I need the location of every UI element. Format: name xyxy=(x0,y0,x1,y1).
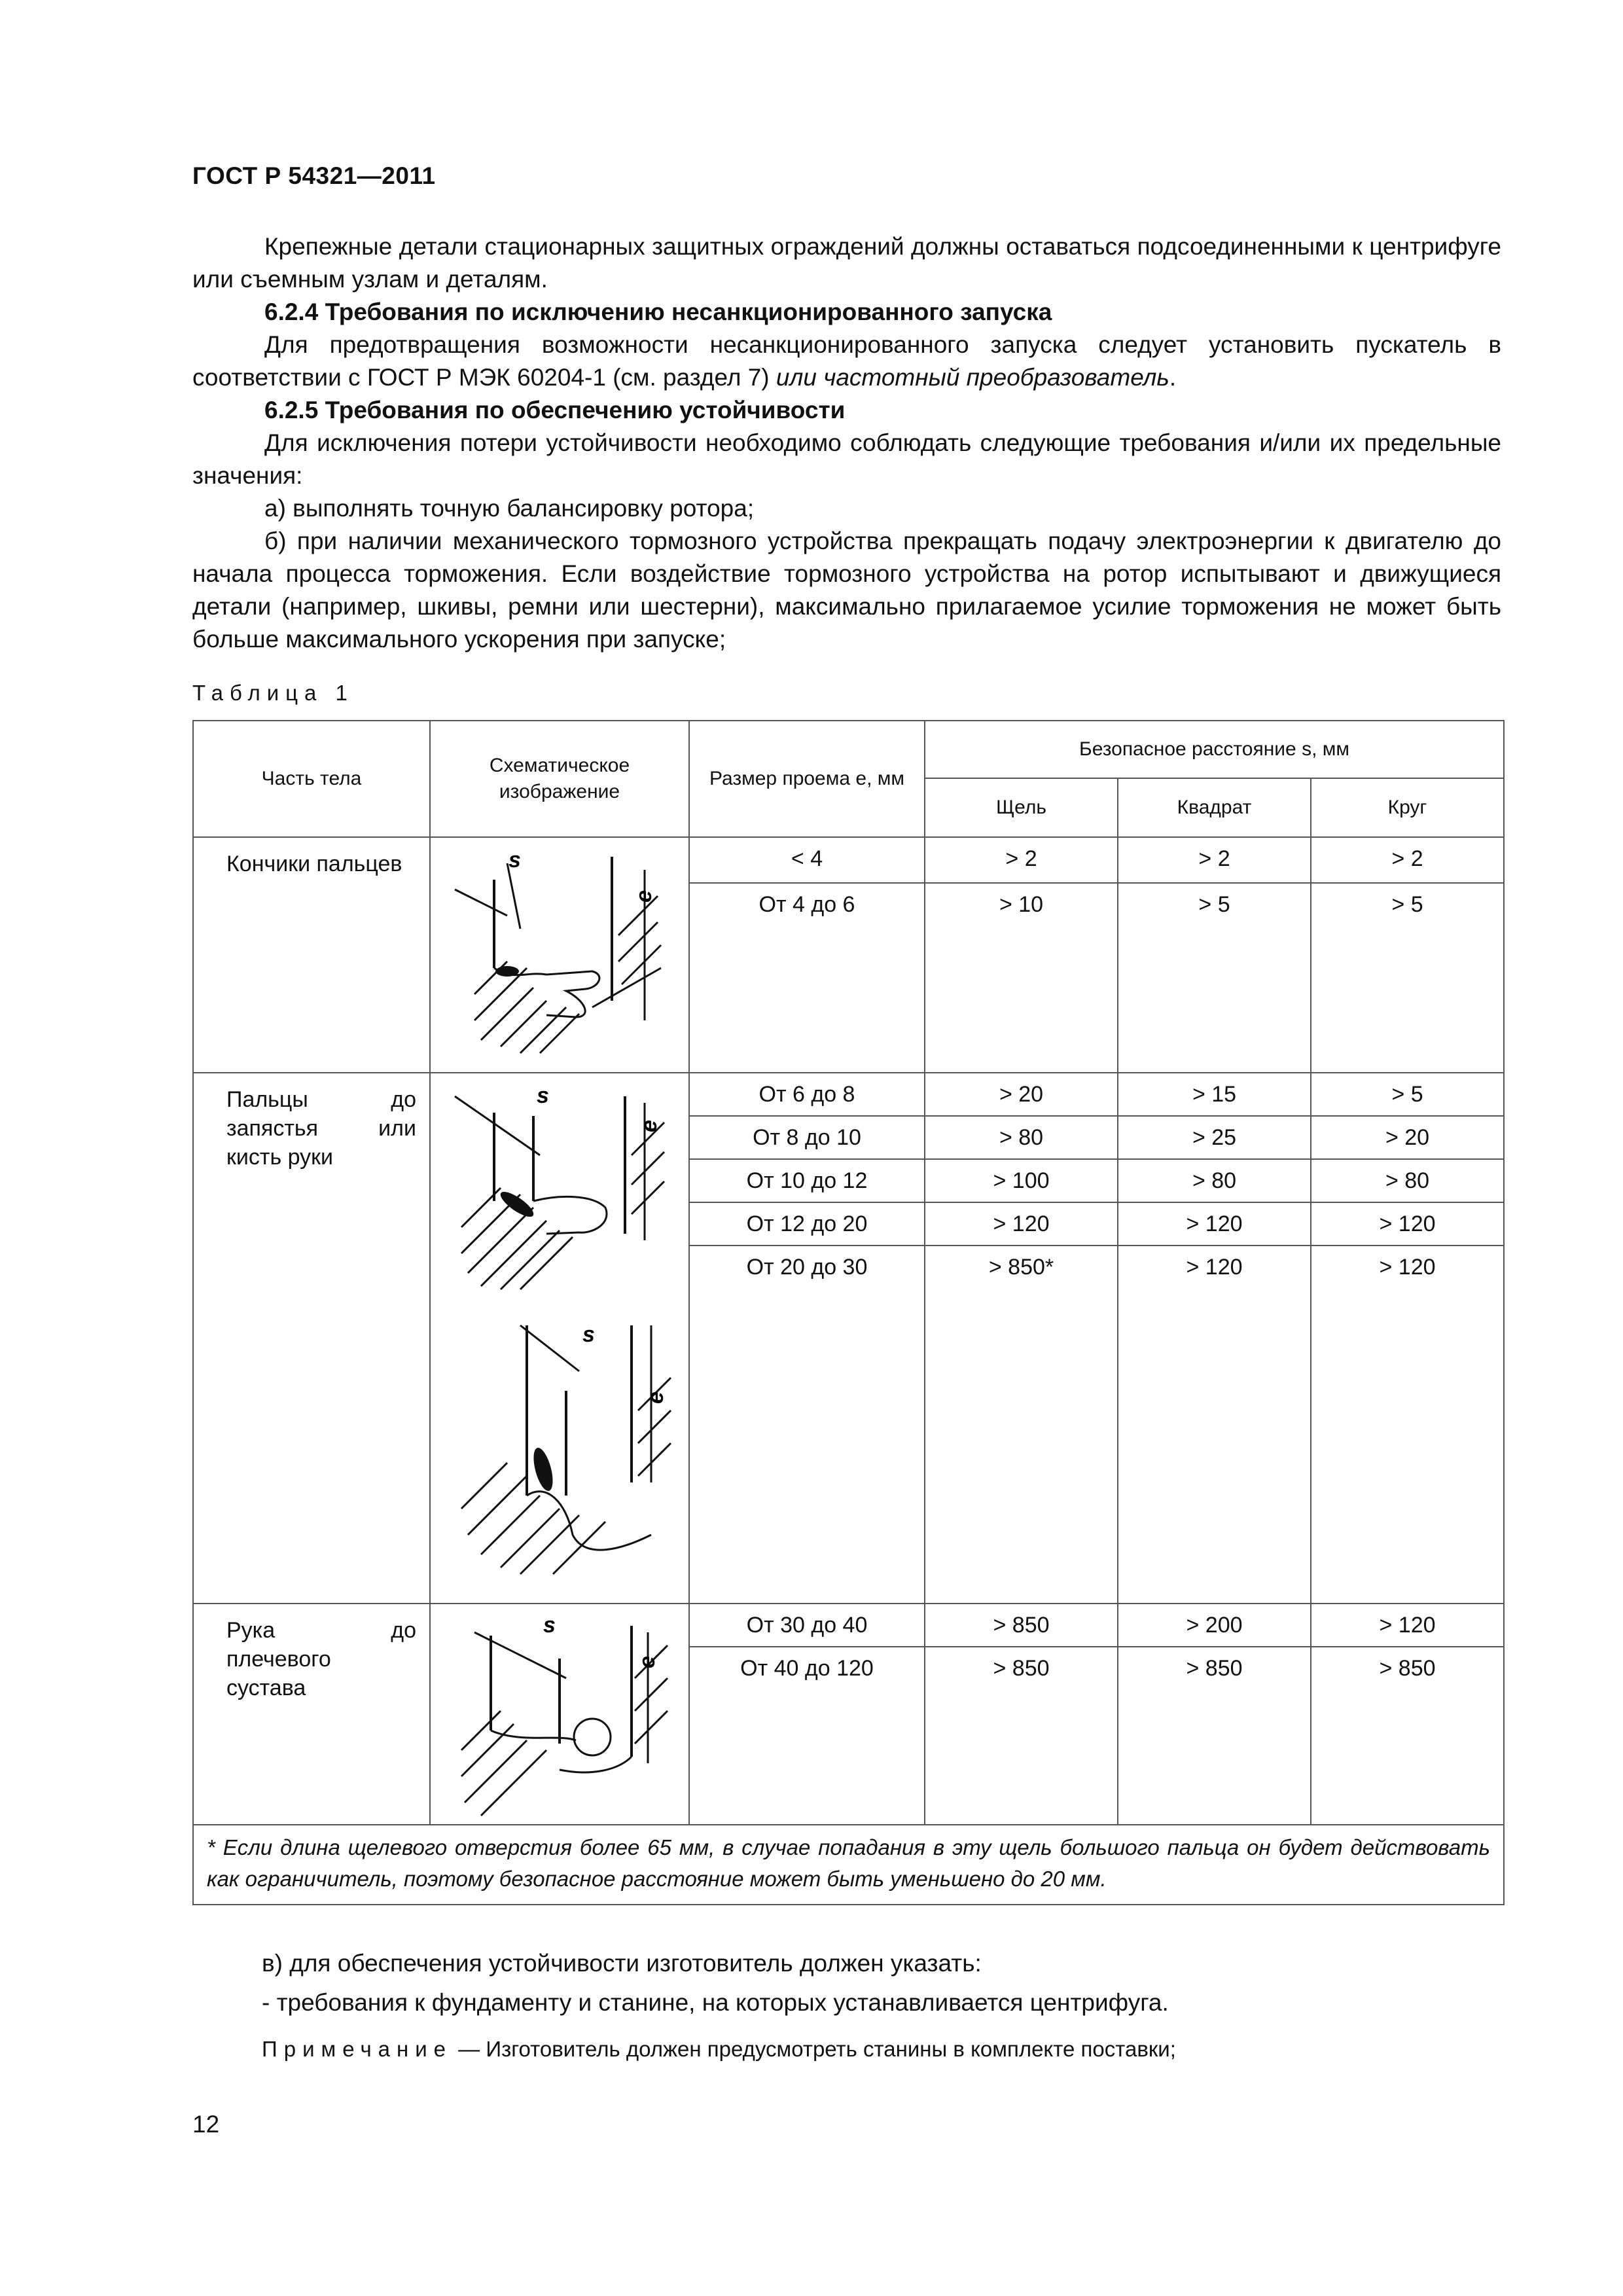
document-header: ГОСТ Р 54321—2011 xyxy=(192,162,436,189)
fingertip-diagram xyxy=(435,844,684,1066)
square-cell: > 15 xyxy=(1118,1073,1311,1116)
slot-cell: > 10 xyxy=(925,883,1118,1073)
list-item-v: в) для обеспечения устойчивости изготовитель должен указать: xyxy=(262,1950,982,1977)
note-text: — Изготовитель должен предусмотреть станины в комплекте поставки; xyxy=(452,2037,1176,2061)
table-row xyxy=(193,837,1504,883)
slot-cell: > 2 xyxy=(925,837,1118,883)
circle-cell: > 850 xyxy=(1311,1647,1504,1825)
opening-cell: От 10 до 12 xyxy=(689,1159,925,1202)
header-opening: Размер проема e, мм xyxy=(689,721,925,837)
label-s: s xyxy=(582,1321,595,1347)
square-cell: > 120 xyxy=(1118,1202,1311,1246)
square-cell: > 2 xyxy=(1118,837,1311,883)
label-s: s xyxy=(543,1613,556,1638)
schematic-hand xyxy=(430,1073,689,1604)
slot-cell: > 850 xyxy=(925,1604,1118,1647)
header-square: Квадрат xyxy=(1118,778,1311,837)
header-schematic: Схематическое изображение xyxy=(430,721,689,837)
label-s: s xyxy=(508,848,521,872)
opening-cell: От 6 до 8 xyxy=(689,1073,925,1116)
circle-cell: > 120 xyxy=(1311,1246,1504,1604)
square-cell: > 80 xyxy=(1118,1159,1311,1202)
square-cell: > 5 xyxy=(1118,883,1311,1073)
circle-cell: > 20 xyxy=(1311,1116,1504,1159)
body-text xyxy=(192,230,1501,656)
section-heading: 6.2.5 Требования по обеспечению устойчивости xyxy=(264,397,846,423)
square-cell: > 25 xyxy=(1118,1116,1311,1159)
circle-cell: > 5 xyxy=(1311,883,1504,1073)
label-e: e xyxy=(635,1656,660,1668)
opening-cell: От 30 до 40 xyxy=(689,1604,925,1647)
table-caption: Таблица 1 xyxy=(192,681,354,705)
table-row xyxy=(193,1604,1504,1647)
slot-cell: > 120 xyxy=(925,1202,1118,1246)
note-label: Примечание xyxy=(262,2037,453,2061)
header-slot: Щель xyxy=(925,778,1118,837)
paragraph-tail: . xyxy=(1169,364,1177,391)
square-cell: > 850 xyxy=(1118,1647,1311,1825)
part-cell: Пальцы до запястья или кисть руки xyxy=(193,1073,430,1604)
square-cell: > 120 xyxy=(1118,1246,1311,1604)
label-e: e xyxy=(643,1391,668,1404)
paragraph: Крепежные детали стационарных защитных ограждений должны оставаться подсоединенными к центрифуге или съемным узлам и деталям. xyxy=(192,233,1501,293)
opening-cell: От 12 до 20 xyxy=(689,1202,925,1246)
slot-cell: > 850 xyxy=(925,1647,1118,1825)
page-number: 12 xyxy=(192,2111,220,2138)
opening-cell: От 4 до 6 xyxy=(689,883,925,1073)
list-dash-item: - требования к фундаменту и станине, на которых устанавливается центрифуга. xyxy=(262,1989,1169,2016)
circle-cell: > 120 xyxy=(1311,1202,1504,1246)
section-heading: 6.2.4 Требования по исключению несанкционированного запуска xyxy=(264,298,1052,325)
after-table-text xyxy=(192,1944,1501,2022)
opening-cell: < 4 xyxy=(689,837,925,883)
header-part: Часть тела xyxy=(193,721,430,837)
opening-cell: От 40 до 120 xyxy=(689,1647,925,1825)
circle-cell: > 2 xyxy=(1311,837,1504,883)
slot-cell: > 80 xyxy=(925,1116,1118,1159)
footnote-row xyxy=(193,1825,1504,1905)
hand-diagram xyxy=(435,1077,684,1600)
paragraph xyxy=(192,329,1501,394)
table-footnote: * Если длина щелевого отверстия более 65 мм, в случае попадания в эту щель большого пальца он будет действовать как ограничитель, поэтому безопасное расстояние может быть уменьшено до 20 мм. xyxy=(193,1825,1504,1905)
paragraph-text: Для предотвращения возможности несанкционированного запуска следует установить пускатель в соответствии с ГОСТ Р МЭК 60204-1 (см. раздел 7) xyxy=(192,331,1501,391)
table-row xyxy=(193,1073,1504,1116)
header-safe-distance: Безопасное расстояние s, мм xyxy=(925,721,1504,778)
list-item-a: а) выполнять точную балансировку ротора; xyxy=(264,495,755,522)
square-cell: > 200 xyxy=(1118,1604,1311,1647)
opening-cell: От 20 до 30 xyxy=(689,1246,925,1604)
slot-cell: > 850* xyxy=(925,1246,1118,1604)
list-item-b: б) при наличии механического тормозного устройства прекращать подачу электроэнергии к двигателю до начала процесса торможения. Если воздействие тормозного устройства на ротор испытывают и движущиеся детали (например, шкивы, ремни или шестерни), максимально прилагаемое усилие торможения не может быть больше максимального ускорения при запуске; xyxy=(192,528,1501,653)
schematic-fingertip xyxy=(430,837,689,1073)
circle-cell: > 5 xyxy=(1311,1073,1504,1116)
safety-distance-table xyxy=(192,720,1505,1905)
paragraph: Для исключения потери устойчивости необходимо соблюдать следующие требования и/или их предельные значения: xyxy=(192,429,1501,489)
part-cell: Кончики пальцев xyxy=(193,837,430,1073)
schematic-arm xyxy=(430,1604,689,1825)
label-e: e xyxy=(632,890,656,903)
paragraph-italic: или частотный преобразователь xyxy=(776,364,1169,391)
slot-cell: > 100 xyxy=(925,1159,1118,1202)
part-cell: Рука до плечевого сустава xyxy=(193,1604,430,1825)
note xyxy=(262,2037,1176,2062)
circle-cell: > 120 xyxy=(1311,1604,1504,1647)
arm-diagram xyxy=(435,1606,684,1822)
label-s: s xyxy=(537,1083,549,1108)
opening-cell: От 8 до 10 xyxy=(689,1116,925,1159)
header-circle: Круг xyxy=(1311,778,1504,837)
label-e: e xyxy=(637,1119,662,1132)
circle-cell: > 80 xyxy=(1311,1159,1504,1202)
slot-cell: > 20 xyxy=(925,1073,1118,1116)
